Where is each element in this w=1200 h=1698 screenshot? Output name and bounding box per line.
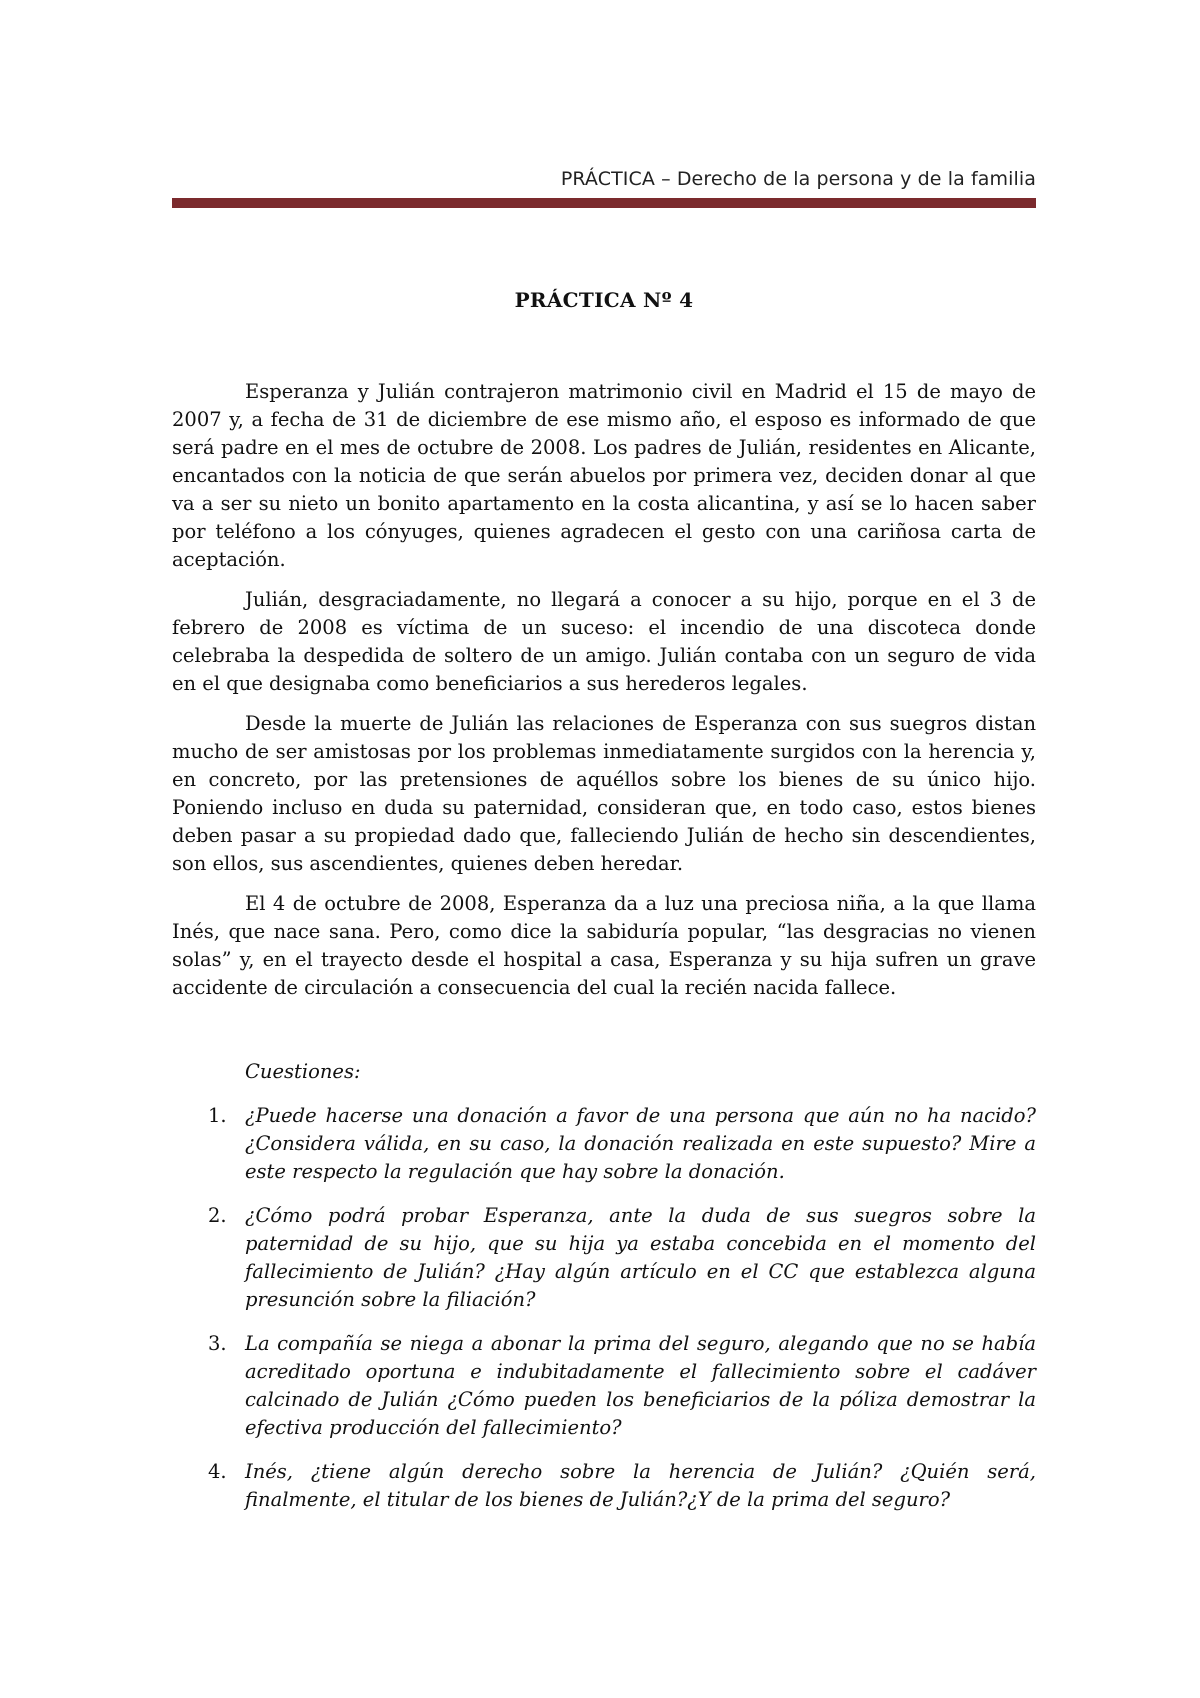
question-number: 3. — [208, 1332, 227, 1355]
question-item — [172, 1458, 1036, 1514]
paragraph: Esperanza y Julián contrajeron matrimonio civil en Madrid el 15 de mayo de 2007 y, a fecha de 31 de diciembre de ese mismo año, el esposo es informado de que será padre en el mes de octubre de 2008. Los padres de Julián, residentes en Alicante, encantados con la noticia de que serán abuelos por primera vez, deciden donar al que va a ser su nieto un bonito apartamento en la costa alicantina, y así se lo hacen saber por teléfono a los cónyuges, quienes agradecen el gesto con una cariñosa carta de aceptación. — [172, 380, 1036, 571]
questions-list — [172, 1102, 1036, 1514]
question-number: 1. — [208, 1104, 227, 1127]
question-text: Inés, ¿tiene algún derecho sobre la herencia de Julián? ¿Quién será, finalmente, el titular de los bienes de Julián?¿Y de la prima del seguro? — [245, 1460, 1036, 1511]
running-header: PRÁCTICA – Derecho de la persona y de la familia — [560, 168, 1036, 190]
questions-heading: Cuestiones: — [245, 1060, 361, 1083]
question-text: La compañía se niega a abonar la prima del seguro, alegando que no se había acreditado oportuna e indubitadamente el fallecimiento sobre el cadáver calcinado de Julián ¿Cómo pueden los beneficiarios de la póliza demostrar la efectiva producción del fallecimiento? — [245, 1332, 1036, 1439]
question-item — [172, 1330, 1036, 1442]
header-rule — [172, 198, 1036, 208]
paragraph: Julián, desgraciadamente, no llegará a conocer a su hijo, porque en el 3 de febrero de 2008 es víctima de un suceso: el incendio de una discoteca donde celebraba la despedida de soltero de un amigo. Julián contaba con un seguro de vida en el que designaba como beneficiarios a sus herederos legales. — [172, 588, 1036, 695]
document-title: PRÁCTICA Nº 4 — [514, 288, 694, 312]
question-item — [172, 1202, 1036, 1314]
question-item — [172, 1102, 1036, 1186]
question-text: ¿Puede hacerse una donación a favor de una persona que aún no ha nacido? ¿Considera válida, en su caso, la donación realizada en este supuesto? Mire a este respecto la regulación que hay sobre la donación. — [245, 1104, 1036, 1183]
question-number: 4. — [208, 1460, 227, 1483]
question-text: ¿Cómo podrá probar Esperanza, ante la duda de sus suegros sobre la paternidad de su hijo, que su hija ya estaba concebida en el momento del fallecimiento de Julián? ¿Hay algún artículo en el CC que establezca alguna presunción sobre la filiación? — [245, 1204, 1036, 1311]
document-body — [172, 286, 1036, 1530]
paragraph: Desde la muerte de Julián las relaciones de Esperanza con sus suegros distan mucho de ser amistosas por los problemas inmediatamente surgidos con la herencia y, en concreto, por las pretensiones de aquéllos sobre los bienes de su único hijo. Poniendo incluso en duda su paternidad, consideran que, en todo caso, estos bienes deben pasar a su propiedad dado que, falleciendo Julián de hecho sin descendientes, son ellos, sus ascendientes, quienes deben heredar. — [172, 712, 1036, 875]
paragraph: El 4 de octubre de 2008, Esperanza da a luz una preciosa niña, a la que llama Inés, que nace sana. Pero, como dice la sabiduría popular, “las desgracias no vienen solas” y, en el trayecto desde el hospital a casa, Esperanza y su hija sufren un grave accidente de circulación a consecuencia del cual la recién nacida fallece. — [172, 892, 1036, 999]
question-number: 2. — [208, 1204, 227, 1227]
